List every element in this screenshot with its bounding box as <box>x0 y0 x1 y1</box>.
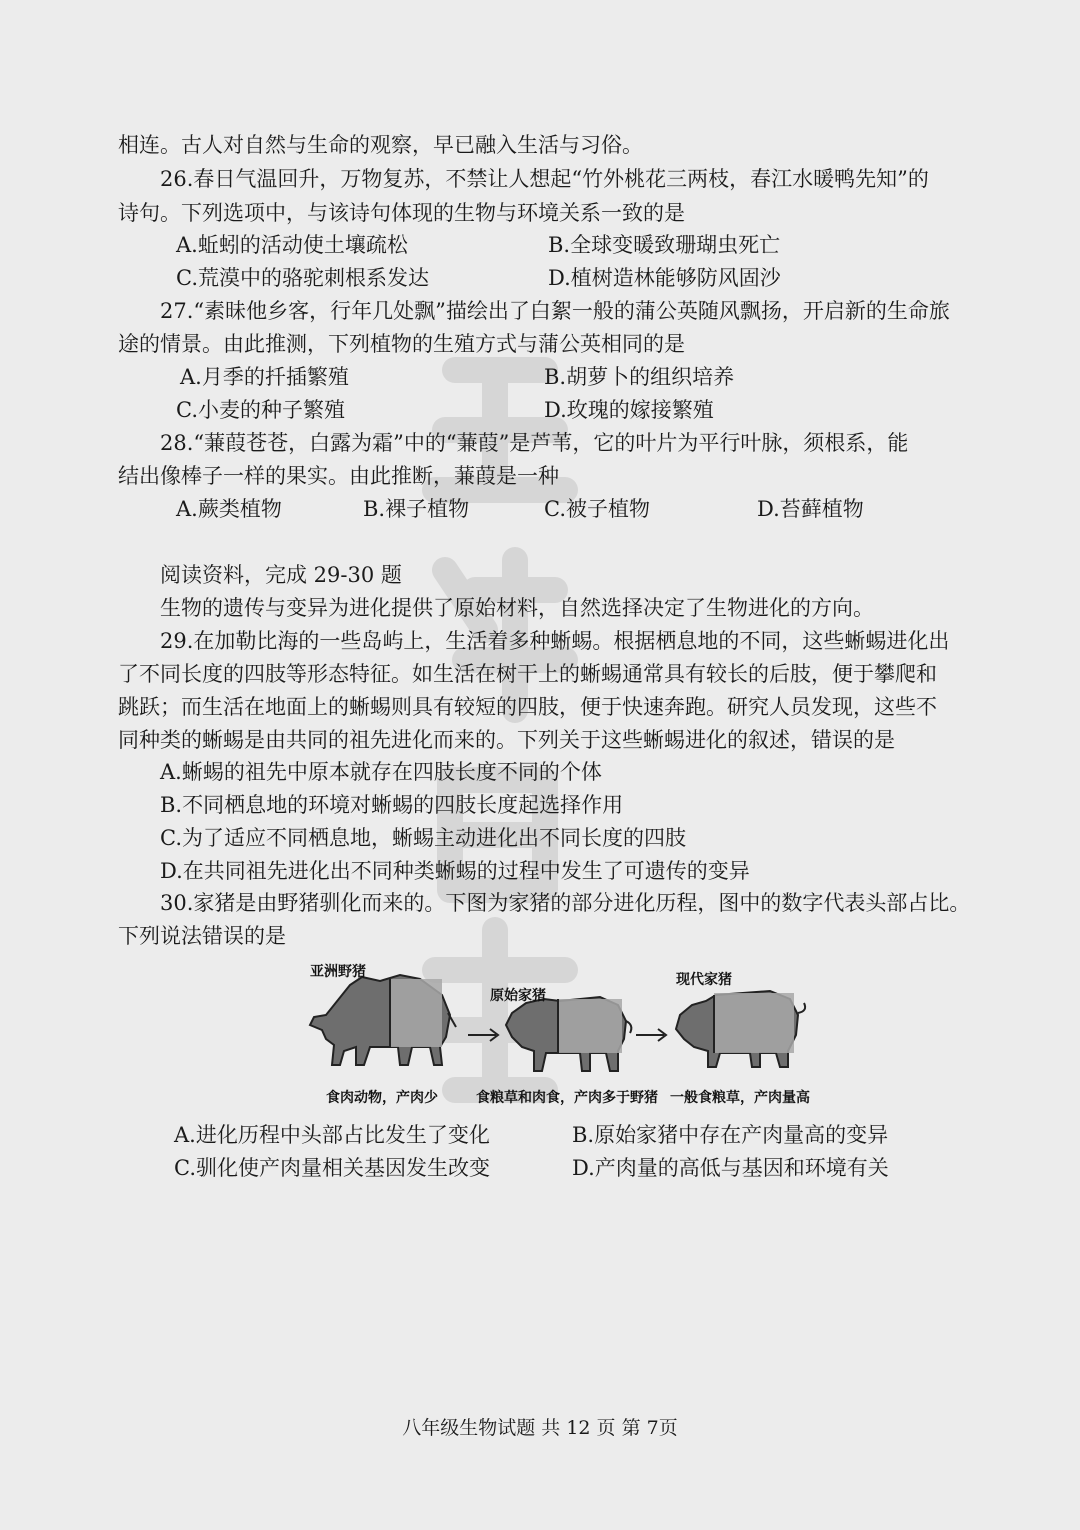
primitive-pig-icon <box>506 997 631 1071</box>
intro-tail-text: 相连。古人对自然与生命的观察，早已融入生活与习俗。 <box>118 133 643 157</box>
question-27-line-2: 途的情景。由此推测，下列植物的生殖方式与蒲公英相同的是 <box>118 332 685 356</box>
question-28-option-b[interactable]: B.裸子植物 <box>363 497 470 521</box>
question-29-option-c[interactable]: C.为了适应不同栖息地，蜥蜴主动进化出不同长度的四肢 <box>160 826 686 850</box>
modern-pig-icon <box>676 991 805 1067</box>
section-material: 生物的遗传与变异为进化提供了原始材料，自然选择决定了生物进化的方向。 <box>160 596 874 620</box>
question-27-option-b[interactable]: B.胡萝卜的组织培养 <box>544 365 735 389</box>
question-27-option-c[interactable]: C.小麦的种子繁殖 <box>176 398 345 422</box>
question-26-line-2: 诗句。下列选项中，与该诗句体现的生物与环境关系一致的是 <box>118 201 685 225</box>
question-28-option-a[interactable]: A.蕨类植物 <box>176 497 282 521</box>
question-30-option-b[interactable]: B.原始家猪中存在产肉量高的变异 <box>572 1123 889 1147</box>
figure-caption-wild-boar: 食肉动物，产肉少 <box>326 1090 438 1106</box>
question-27-option-a[interactable]: A.月季的扦插繁殖 <box>180 365 349 389</box>
question-26-line-1: 26.春日气温回升，万物复苏，不禁让人想起“竹外桃花三两枝，春江水暖鸭先知”的 <box>160 167 929 191</box>
question-27-line-1: 27.“素昧他乡客，行年几处飘”描绘出了白絮一般的蒲公英随风飘扬，开启新的生命旅 <box>160 299 950 323</box>
figure-label-primitive-pig: 原始家猪 <box>490 988 546 1004</box>
question-30-option-c[interactable]: C.驯化使产肉量相关基因发生改变 <box>174 1156 490 1180</box>
question-28-line-2: 结出像棒子一样的果实。由此推断，蒹葭是一种 <box>118 464 559 488</box>
question-30-line-2: 下列说法错误的是 <box>118 924 286 948</box>
arrow-icon-2 <box>636 1029 666 1041</box>
question-28-option-d[interactable]: D.苔藓植物 <box>757 497 864 521</box>
page-footer: 八年级生物试题 共 12 页 第 7页 <box>402 1417 678 1439</box>
arrow-icon-1 <box>468 1029 498 1041</box>
question-30-option-a[interactable]: A.进化历程中头部占比发生了变化 <box>174 1123 490 1147</box>
question-30-option-d[interactable]: D.产肉量的高低与基因和环境有关 <box>572 1156 889 1180</box>
figure-label-wild-boar: 亚洲野猪 <box>310 964 366 980</box>
question-28-line-1: 28.“蒹葭苍苍，白露为霜”中的“蒹葭”是芦苇，它的叶片为平行叶脉，须根系，能 <box>160 431 909 455</box>
question-26-option-b[interactable]: B.全球变暖致珊瑚虫死亡 <box>548 233 781 257</box>
figure-caption-modern-pig: 一般食粮草，产肉量高 <box>670 1090 810 1106</box>
question-29-line-2: 了不同长度的四肢等形态特征。如生活在树干上的蜥蜴通常具有较长的后肢，便于攀爬和 <box>118 662 937 686</box>
question-26-option-a[interactable]: A.蚯蚓的活动使土壤疏松 <box>176 233 408 257</box>
figure-caption-primitive-pig: 食粮草和肉食，产肉多于野猪 <box>476 1090 658 1106</box>
question-29-line-3: 跳跃；而生活在地面上的蜥蜴则具有较短的四肢，便于快速奔跑。研究人员发现，这些不 <box>118 695 937 719</box>
question-29-line-1: 29.在加勒比海的一些岛屿上，生活着多种蜥蜴。根据栖息地的不同，这些蜥蜴进化出 <box>160 629 950 653</box>
question-28-option-c[interactable]: C.被子植物 <box>544 497 650 521</box>
question-29-option-b[interactable]: B.不同栖息地的环境对蜥蜴的四肢长度起选择作用 <box>160 793 624 817</box>
section-heading: 阅读资料，完成 29-30 题 <box>160 563 402 587</box>
question-30-line-1: 30.家猪是由野猪驯化而来的。下图为家猪的部分进化历程，图中的数字代表头部占比。 <box>160 891 971 915</box>
wild-boar-icon <box>310 975 456 1065</box>
question-29-option-d[interactable]: D.在共同祖先进化出不同种类蜥蜴的过程中发生了可遗传的变异 <box>160 859 750 883</box>
pig-evolution-figure <box>300 955 840 1115</box>
question-29-option-a[interactable]: A.蜥蜴的祖先中原本就存在四肢长度不同的个体 <box>160 760 602 784</box>
question-27-option-d[interactable]: D.玫瑰的嫁接繁殖 <box>544 398 714 422</box>
question-29-line-4: 同种类的蜥蜴是由共同的祖先进化而来的。下列关于这些蜥蜴进化的叙述，错误的是 <box>118 728 895 752</box>
figure-label-modern-pig: 现代家猪 <box>676 972 732 988</box>
question-26-option-d[interactable]: D.植树造林能够防风固沙 <box>548 266 781 290</box>
question-26-option-c[interactable]: C.荒漠中的骆驼刺根系发达 <box>176 266 429 290</box>
